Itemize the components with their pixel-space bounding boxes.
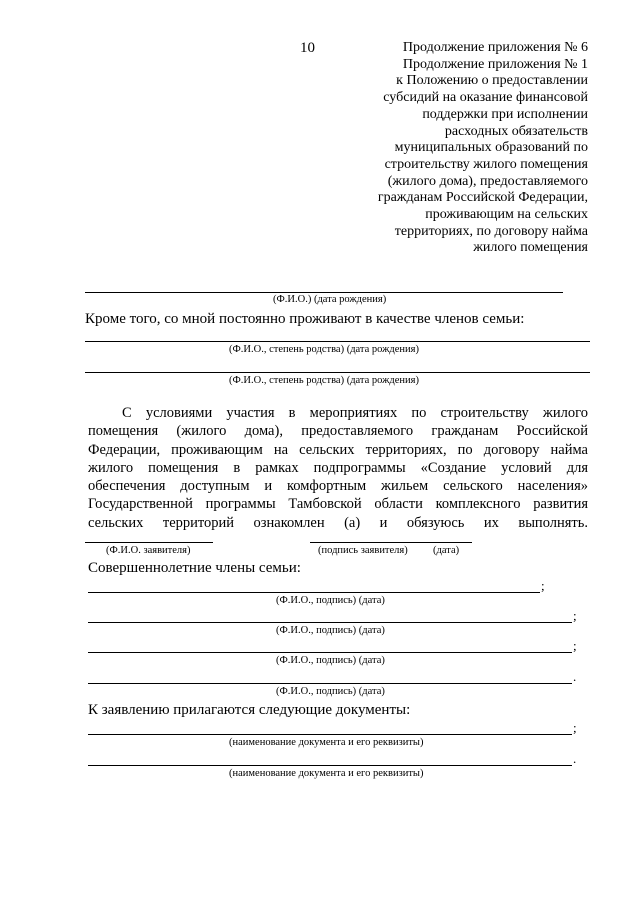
line-end-mark: ; [573,608,577,623]
document-caption: (наименование документа и его реквизиты) [229,768,424,779]
header-line: (жилого дома), предоставляемого [387,173,588,189]
line-end-mark: ; [573,720,577,735]
family-member-line[interactable] [85,341,590,342]
member-caption: (Ф.И.О., подпись) (дата) [276,625,385,636]
header-line: жилого помещения [473,240,588,256]
header-line: Продолжение приложения № 1 [402,56,588,72]
member-signature-line[interactable] [88,683,572,684]
header-line: поддержки при исполнении [422,106,588,122]
applicant-caption: (Ф.И.О.) (дата рождения) [273,294,387,305]
paragraph-line: Государственной программы Тамбовской области комплексного развития [88,496,588,513]
header-line: расходных обязательств [444,123,588,139]
family-caption: (Ф.И.О., степень родства) (дата рождения) [229,344,419,355]
line-end-mark: ; [541,578,545,593]
paragraph-line: жилого помещения в рамках подпрограммы «Создание условий для [88,459,588,476]
member-caption: (Ф.И.О., подпись) (дата) [276,686,385,697]
applicant-name-signature-line[interactable] [85,542,213,543]
header-line: проживающим на сельских [425,207,588,223]
cohabitants-label: Кроме того, со мной постоянно проживают в качестве членов семьи: [85,311,525,327]
page-number: 10 [300,40,315,56]
applicant-signature-line[interactable] [310,542,472,543]
document-line[interactable] [88,765,572,766]
applicant-name-line[interactable] [85,292,563,293]
paragraph-line: сельских территорий ознакомлен (а) и обязуюсь их выполнять. [88,514,588,531]
family-caption: (Ф.И.О., степень родства) (дата рождения) [229,375,419,386]
paragraph-line: обеспечения доступным и комфортным жильем сельского населения» [88,478,588,495]
paragraph-line: С условиями участия в мероприятиях по строительству жилого [122,405,588,421]
member-signature-line[interactable] [88,652,572,653]
member-signature-line[interactable] [88,622,572,623]
header-line: к Положению о предоставлении [396,73,588,89]
header-line: гражданам Российской Федерации, [377,190,588,206]
header-line: территориях, по договору найма [394,223,588,239]
line-end-mark: . [573,751,577,766]
document-line[interactable] [88,734,572,735]
header-line: субсидий на оказание финансовой [383,90,588,106]
documents-label: К заявлению прилагаются следующие документы: [88,702,411,718]
header-line: Продолжение приложения № 6 [402,40,588,55]
date-caption: (дата) [433,545,460,556]
line-end-mark: . [573,669,577,684]
adult-members-label: Совершеннолетние члены семьи: [88,560,301,576]
member-caption: (Ф.И.О., подпись) (дата) [276,655,385,666]
member-signature-line[interactable] [88,592,540,593]
family-member-line[interactable] [85,372,590,373]
applicant-name-caption: (Ф.И.О. заявителя) [106,545,191,556]
paragraph-line: Федерации, проживающим на сельских территориях, по договору найма [88,441,588,458]
paragraph-line: помещения (жилого дома), предоставляемого гражданам Российской [88,423,588,440]
appendix-header [340,40,588,257]
conditions-paragraph [88,404,588,532]
header-line: строительству жилого помещения [384,156,588,172]
member-caption: (Ф.И.О., подпись) (дата) [276,595,385,606]
document-caption: (наименование документа и его реквизиты) [229,737,424,748]
applicant-signature-caption: (подпись заявителя) [318,545,408,556]
header-line: муниципальных образований по [394,140,588,156]
line-end-mark: ; [573,638,577,653]
